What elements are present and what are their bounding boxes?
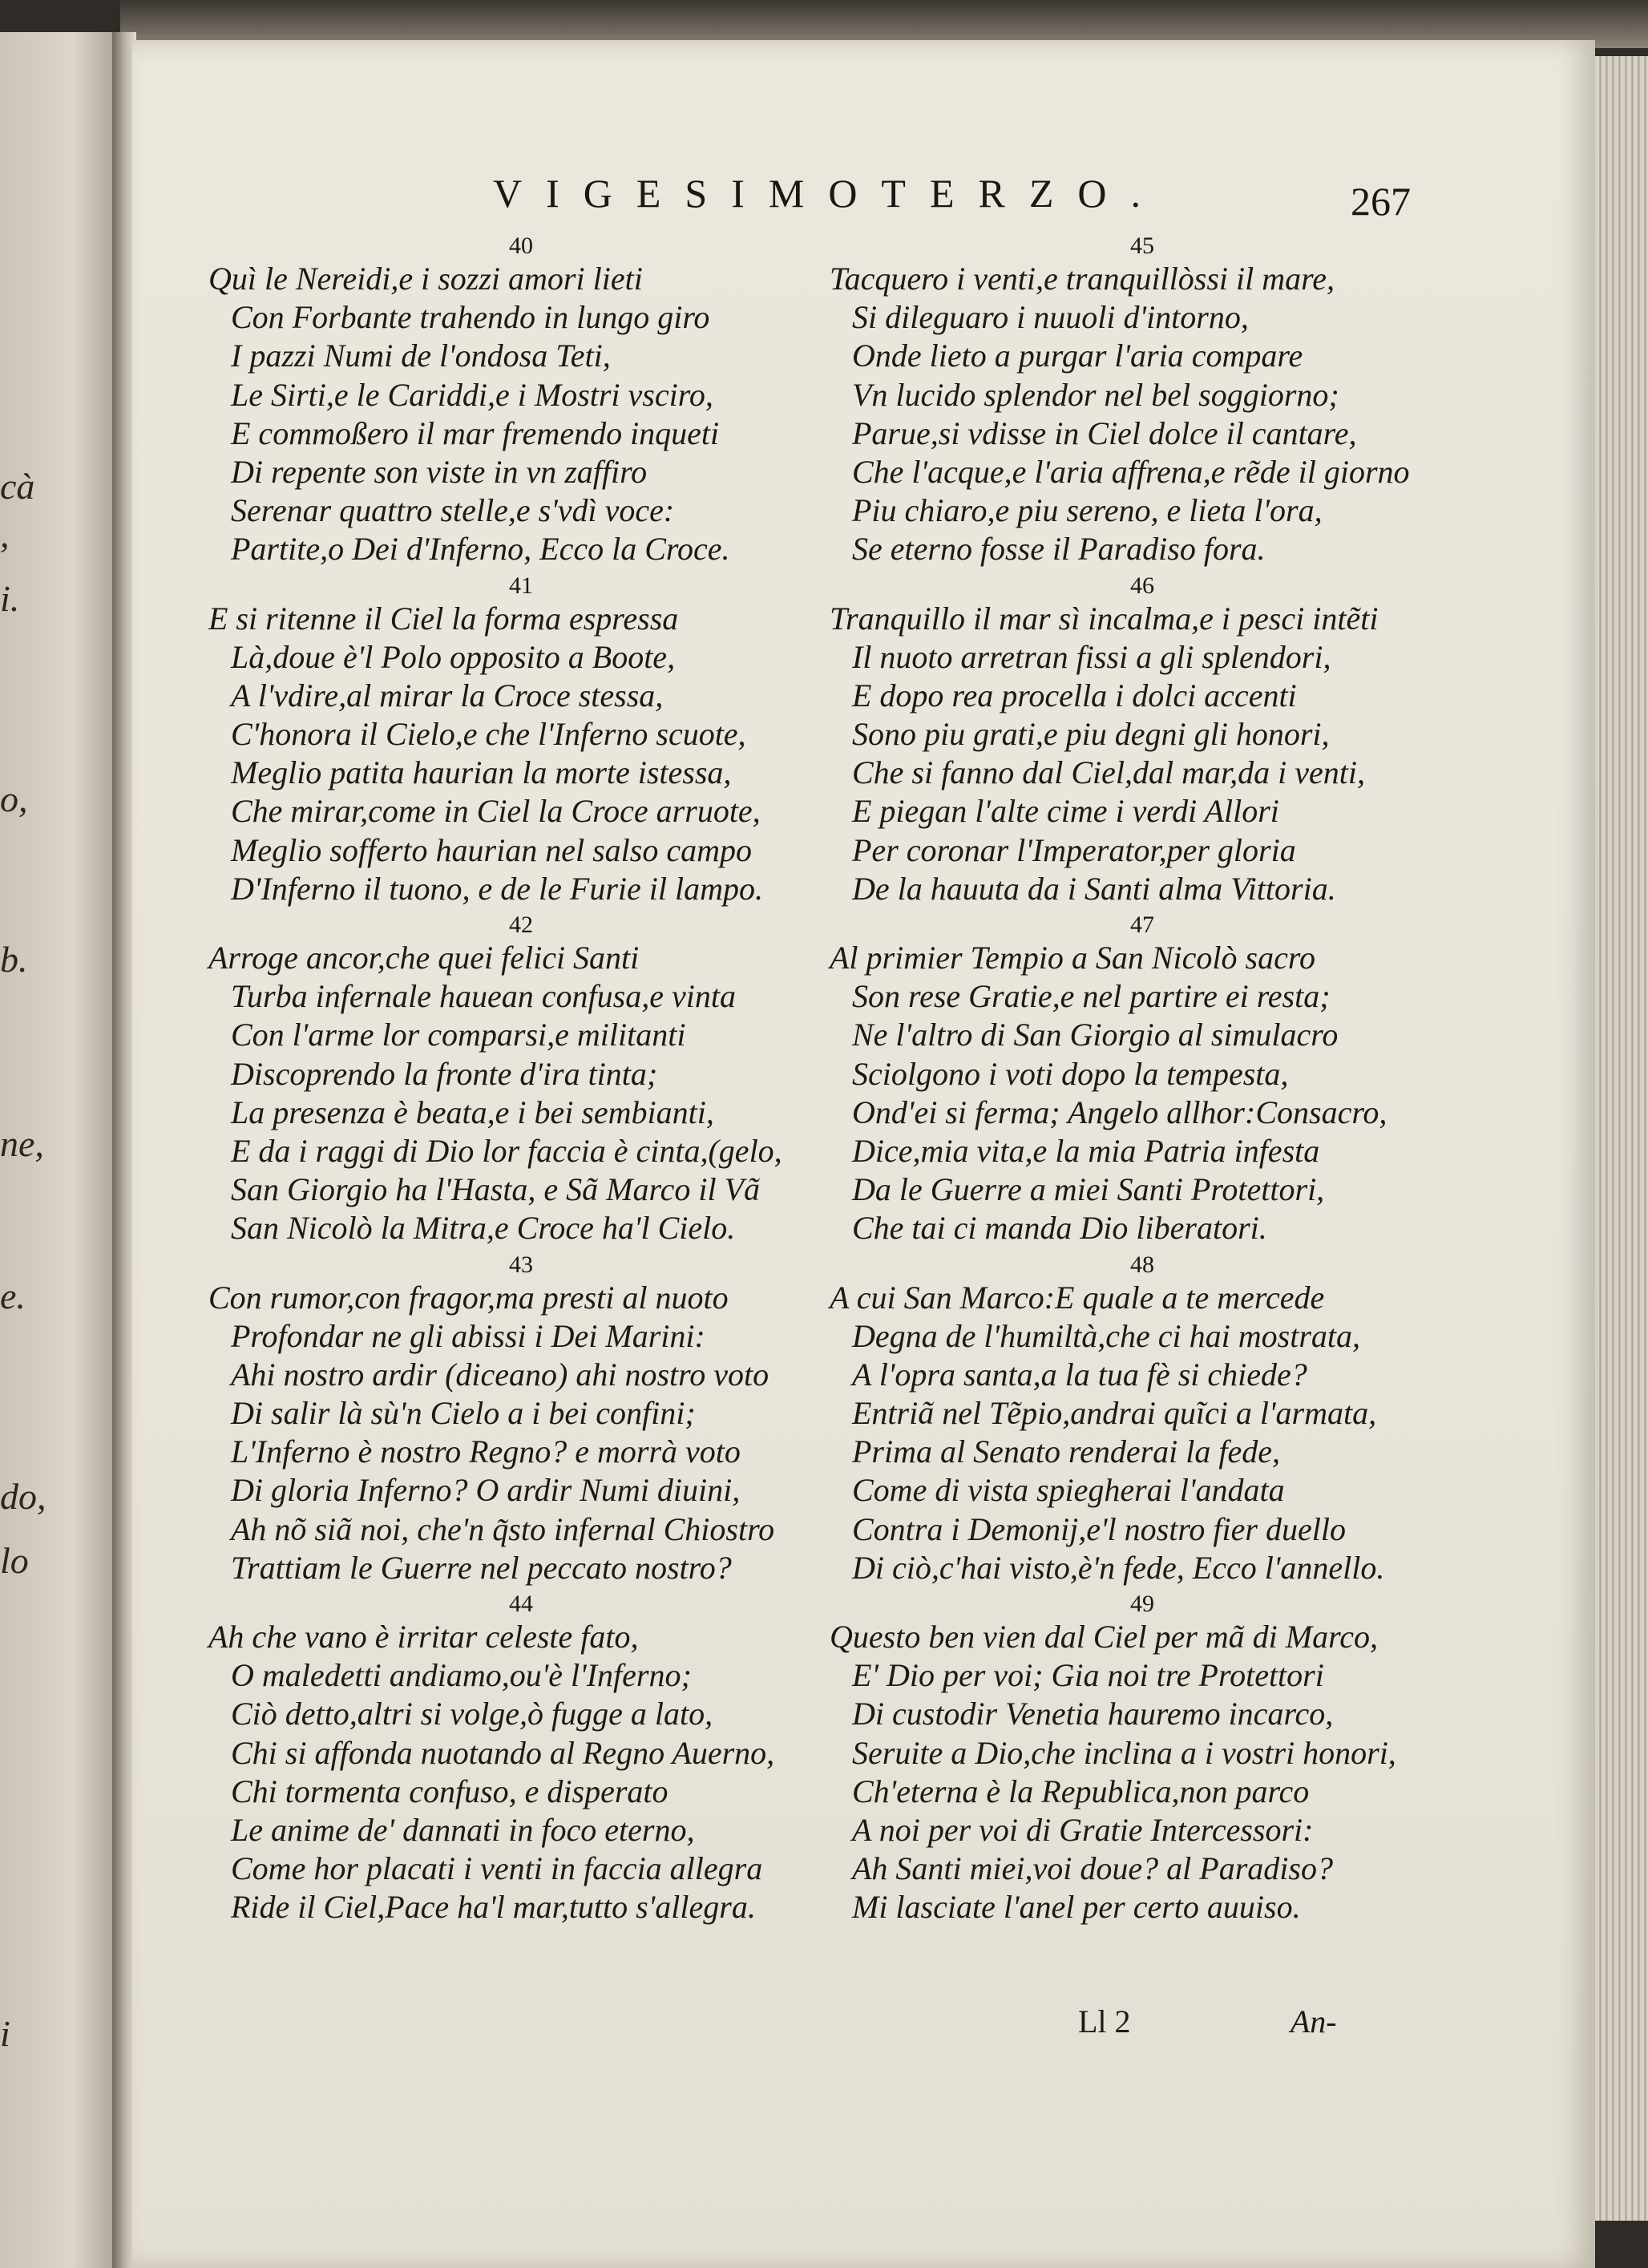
left-column — [208, 232, 834, 1927]
verse-line: Il nuoto arretran fissi a gli splendori, — [852, 638, 1331, 675]
verse-line: E da i raggi di Dio lor faccia è cinta,(gelo, — [231, 1132, 782, 1169]
stanza-number: 47 — [1130, 912, 1154, 938]
verse-line: Degna de l'humiltà,che ci hai mostrata, — [852, 1317, 1361, 1354]
verse-line: Partite,o Dei d'Inferno, Ecco la Croce. — [231, 531, 730, 568]
verse-line: Come hor placati i venti in faccia allegra — [231, 1850, 763, 1887]
verse-line: Son rese Gratie,e nel partire ei resta; — [852, 978, 1331, 1015]
verse-line: Entriã nel Tẽpio,andrai quĩci a l'armata, — [852, 1395, 1377, 1432]
stanza-number: 43 — [509, 1251, 533, 1278]
verse-line: Ne l'altro di San Giorgio al simulacro — [852, 1017, 1339, 1053]
previous-page-fragment: ne, — [0, 1123, 44, 1164]
verse-line: Che mirar,come in Ciel la Croce arruote, — [231, 793, 761, 830]
stanza-number: 49 — [1130, 1591, 1154, 1617]
previous-page-fragment: , — [0, 514, 10, 555]
verse-line: Mi lasciate l'anel per certo auuiso. — [852, 1889, 1301, 1926]
verse-line: Chi tormenta confuso, e disperato — [231, 1773, 668, 1809]
verse-line: Meglio sofferto haurian nel salso campo — [231, 831, 752, 868]
stanza-number: 48 — [1130, 1251, 1154, 1278]
verse-line: Ciò detto,altri si volge,ò fugge a lato, — [231, 1696, 713, 1732]
verse-line: Meglio patita haurian la morte istessa, — [231, 754, 732, 791]
verse-line: Di ciò,c'hai visto,è'n fede, Ecco l'annello. — [852, 1549, 1385, 1586]
verse-line: E commoßero il mar fremendo inqueti — [231, 414, 720, 451]
right-column — [830, 232, 1455, 1927]
verse-line: Con l'arme lor comparsi,e militanti — [231, 1017, 686, 1053]
stanza — [208, 572, 834, 909]
verse-line: E piegan l'alte cime i verdi Allori — [852, 793, 1279, 830]
verse-line: Al primier Tempio a San Nicolò sacro — [830, 940, 1315, 976]
verse-line: Là,doue è'l Polo opposito a Boote, — [231, 638, 676, 675]
verse-line: Ah che vano è irritar celeste fato, — [208, 1619, 639, 1655]
verse-line: I pazzi Numi de l'ondosa Teti, — [231, 338, 611, 374]
stanza — [830, 1591, 1455, 1927]
verse-line: Parue,si vdisse in Ciel dolce il cantare, — [852, 414, 1357, 451]
stanza — [830, 572, 1455, 909]
verse-line: Con Forbante trahendo in lungo giro — [231, 299, 710, 336]
verse-line: Di repente son viste in vn zaffiro — [231, 453, 648, 490]
verse-line: Le anime de' dannati in foco eterno, — [231, 1811, 695, 1848]
stanza — [208, 912, 834, 1248]
previous-page-fragment: cà — [0, 466, 35, 507]
running-title: VIGESIMOTERZO. — [493, 171, 1165, 216]
verse-line: Chi si affonda nuotando al Regno Auerno, — [231, 1734, 775, 1771]
verse-line: E dopo rea procella i dolci accenti — [852, 677, 1297, 714]
stanza — [830, 1251, 1455, 1588]
previous-page-fragments — [0, 32, 120, 2268]
verse-line: Che si fanno dal Ciel,dal mar,da i venti, — [852, 754, 1365, 791]
verse-line: Profondar ne gli abissi i Dei Marini: — [231, 1317, 705, 1354]
verse-line: Ahi nostro ardir (diceano) ahi nostro voto — [231, 1356, 769, 1393]
verse-line: Dice,mia vita,e la mia Patria infesta — [852, 1132, 1320, 1169]
verse-line: Che l'acque,e l'aria affrena,e rẽde il giorno — [852, 453, 1410, 490]
verse-line: Le Sirti,e le Cariddi,e i Mostri vsciro, — [231, 376, 713, 413]
verse-line: Sciolgono i voti dopo la tempesta, — [852, 1055, 1289, 1092]
stanza-number: 46 — [1130, 572, 1154, 599]
verse-line: Che tai ci manda Dio liberatori. — [852, 1210, 1267, 1247]
page-block-edge — [1595, 56, 1648, 2221]
stanza — [830, 232, 1455, 569]
previous-page-fragment: lo — [0, 1540, 29, 1581]
verse-line: Serenar quattro stelle,e s'vdì voce: — [231, 492, 675, 529]
verse-line: La presenza è beata,e i bei sembianti, — [231, 1094, 714, 1130]
verse-line: Prima al Senato renderai la fede, — [852, 1433, 1280, 1470]
previous-page-edge — [0, 32, 120, 2268]
stanza — [208, 1591, 834, 1927]
verse-line: Ah nõ siã noi, che'n q̃sto infernal Chiostro — [231, 1510, 775, 1547]
footer-line — [1078, 2003, 1399, 2040]
verse-line: Trattiam le Guerre nel peccato nostro? — [231, 1549, 732, 1586]
verse-line: Per coronar l'Imperator,per gloria — [852, 831, 1296, 868]
previous-page-fragment: i. — [0, 578, 20, 619]
verse-line: Quì le Nereidi,e i sozzi amori lieti — [208, 261, 643, 297]
verse-line: Vn lucido splendor nel bel soggiorno; — [852, 376, 1339, 413]
stanza-number: 44 — [509, 1591, 533, 1617]
verse-line: Turba infernale hauean confusa,e vinta — [231, 978, 736, 1015]
verse-line: A l'opra santa,a la tua fè si chiede? — [852, 1356, 1307, 1393]
verse-line: L'Inferno è nostro Regno? e morrà voto — [231, 1433, 741, 1470]
verse-line: Di salir là sù'n Cielo a i bei confini; — [231, 1395, 696, 1432]
verse-line: A l'vdire,al mirar la Croce stessa, — [231, 677, 664, 714]
previous-page-fragment: do, — [0, 1476, 46, 1517]
verse-line: Ah Santi miei,voi doue? al Paradiso? — [852, 1850, 1333, 1887]
catchword: An- — [1290, 2003, 1337, 2040]
verse-line: Discoprendo la fronte d'ira tinta; — [231, 1055, 658, 1092]
verse-line: Piu chiaro,e piu sereno, e lieta l'ora, — [852, 492, 1323, 529]
verse-line: Seruite a Dio,che inclina a i vostri honori, — [852, 1734, 1396, 1771]
stanza-number: 40 — [509, 232, 533, 259]
verse-line: C'honora il Cielo,e che l'Inferno scuote, — [231, 716, 746, 753]
verse-line: Ride il Ciel,Pace ha'l mar,tutto s'allegra. — [231, 1889, 756, 1926]
signature-mark: Ll 2 — [1078, 2003, 1131, 2040]
verse-line: Arroge ancor,che quei felici Santi — [208, 940, 640, 976]
verse-line: Da le Guerre a miei Santi Protettori, — [852, 1171, 1325, 1208]
previous-page-fragment: o, — [0, 778, 28, 819]
verse-line: A cui San Marco:E quale a te mercede — [830, 1279, 1325, 1316]
stanza-number: 45 — [1130, 232, 1154, 259]
verse-line: Di custodir Venetia hauremo incarco, — [852, 1696, 1334, 1732]
verse-line: De la hauuta da i Santi alma Vittoria. — [852, 870, 1336, 907]
verse-line: San Giorgio ha l'Hasta, e Sã Marco il Vã — [231, 1171, 760, 1208]
verse-line: Contra i Demonij,e'l nostro fier duello — [852, 1510, 1346, 1547]
verse-line: Ch'eterna è la Republica,non parco — [852, 1773, 1310, 1809]
verse-line: Di gloria Inferno? O ardir Numi diuini, — [231, 1472, 741, 1509]
previous-page-fragment: i — [0, 2013, 10, 2054]
verse-line: Onde lieto a purgar l'aria compare — [852, 338, 1303, 374]
page-number: 267 — [1351, 179, 1411, 224]
verse-line: Tacquero i venti,e tranquillòssi il mare, — [830, 261, 1335, 297]
verse-line: Con rumor,con fragor,ma presti al nuoto — [208, 1279, 729, 1316]
verse-line: Questo ben vien dal Ciel per mã di Marco, — [830, 1619, 1378, 1655]
verse-line: E' Dio per voi; Gia noi tre Protettori — [852, 1657, 1324, 1694]
verse-line: E si ritenne il Ciel la forma espressa — [208, 600, 679, 637]
verse-line: Ond'ei si ferma; Angelo allhor:Consacro, — [852, 1094, 1387, 1130]
verse-line: Come di vista spiegherai l'andata — [852, 1472, 1285, 1509]
stanza-number: 42 — [509, 912, 533, 938]
verse-line: A noi per voi di Gratie Intercessori: — [852, 1811, 1314, 1848]
verse-line: Tranquillo il mar sì incalma,e i pesci intẽti — [830, 600, 1379, 637]
verse-line: D'Inferno il tuono, e de le Furie il lampo. — [231, 870, 764, 907]
previous-page-fragment: b. — [0, 939, 28, 980]
stanza — [208, 232, 834, 569]
previous-page-fragment: e. — [0, 1275, 26, 1316]
stanza-number: 41 — [509, 572, 533, 599]
verse-line: O maledetti andiamo,ou'è l'Inferno; — [231, 1657, 692, 1694]
verse-line: Sono piu grati,e piu degni gli honori, — [852, 716, 1330, 753]
verse-line: San Nicolò la Mitra,e Croce ha'l Cielo. — [231, 1210, 736, 1247]
stanza — [830, 912, 1455, 1248]
verse-line: Si dileguaro i nuuoli d'intorno, — [852, 299, 1249, 336]
stanza — [208, 1251, 834, 1588]
verse-line: Se eterno fosse il Paradiso fora. — [852, 531, 1266, 568]
